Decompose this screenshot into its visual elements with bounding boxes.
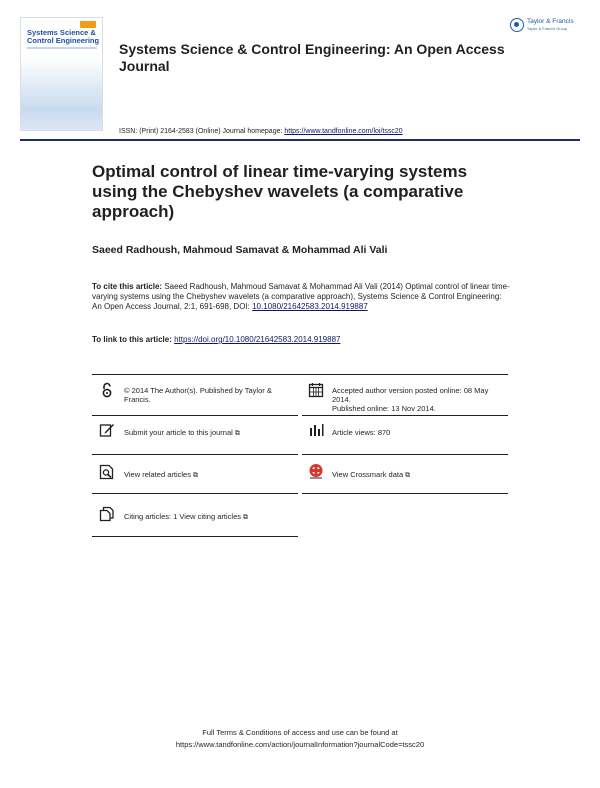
crossmark-link[interactable]: View Crossmark data ⧉ [332,470,411,479]
cover-artwork [21,58,103,131]
issn-line [119,128,403,135]
calendar-icon [308,382,324,398]
crossmark-icon[interactable] [308,463,324,479]
license-text: © 2014 The Author(s). Published by Taylor & Francis. [124,386,272,404]
grid-rule-right-1 [302,415,508,416]
bar-chart-icon [308,422,324,438]
grid-rule-left-2 [92,454,298,455]
citation [92,282,512,312]
cite-text: Saeed Radhoush, Mahmoud Samavat & Mohammad Ali Vali (2014) Optimal control of linear time-varying systems using the Chebyshev wavelets (a comparative approach), Systems Science & Control Engineering: An Open Access Journal, 2:1, 691-698, DOI: [92,282,510,311]
published-date: Published online: 13 Nov 2014. [332,404,436,413]
link-line [92,335,340,344]
cite-doi-link[interactable]: 10.1080/21642583.2014.919887 [252,302,368,311]
accepted-date: Accepted author version posted online: 08 May 2014. Published online: 13 Nov 2014. [332,386,489,413]
journal-cover [20,17,103,131]
footer-terms: Full Terms & Conditions of access and use can be found at [202,728,398,737]
grid-rule-top [92,374,508,375]
external-link-icon: ⧉ [243,514,248,521]
open-access-icon [99,382,115,398]
grid-rule-right-3 [302,493,508,494]
external-link-icon: ⧉ [192,472,198,479]
submit-article-link[interactable]: Submit your article to this journal ⧉ [124,428,240,437]
publisher-logo [510,16,588,36]
citing-articles-link[interactable]: Citing articles: 1 View citing articles ⧉ [124,512,248,521]
article-doi-link[interactable]: https://doi.org/10.1080/21642583.2014.919887 [174,335,341,344]
article-views: Article views: 870 [332,428,391,437]
external-link-icon: ⧉ [234,430,240,437]
grid-rule-left-3 [92,493,298,494]
link-label: To link to this article: [92,335,175,344]
footer [0,727,600,751]
grid-rule-left-1 [92,415,298,416]
article-authors: Saeed Radhoush, Mahmoud Samavat & Mohammad Ali Vali [92,244,388,256]
cover-badge [80,21,96,28]
journal-title: Systems Science & Control Engineering: An Open Access Journal [119,41,505,74]
header-divider [20,139,580,141]
cite-label: To cite this article: [92,282,163,291]
journal-homepage-link[interactable]: https://www.tandfonline.com/loi/tssc20 [284,128,403,135]
publisher-logo-icon [510,18,524,32]
citing-documents-icon[interactable] [99,506,115,522]
publisher-logo-text: Taylor & Francis [527,18,574,25]
external-link-icon: ⧉ [405,472,411,479]
cover-title: Systems Science & Control Engineering [27,28,100,45]
publisher-logo-tagline: Taylor & Francis Group [527,27,568,31]
footer-terms-url[interactable]: https://www.tandfonline.com/action/journalInformation?journalCode=tssc20 [175,740,425,749]
article-title: Optimal control of linear time-varying systems using the Chebyshev wavelets (a comparative approach) [92,162,468,221]
edit-icon[interactable] [99,422,115,438]
search-document-icon[interactable] [99,464,115,480]
grid-rule-left-4 [92,536,298,537]
related-articles-link[interactable]: View related articles ⧉ [124,470,198,479]
issn-text: ISSN: (Print) 2164-2583 (Online) Journal homepage: [119,128,285,135]
grid-rule-right-2 [302,454,508,455]
